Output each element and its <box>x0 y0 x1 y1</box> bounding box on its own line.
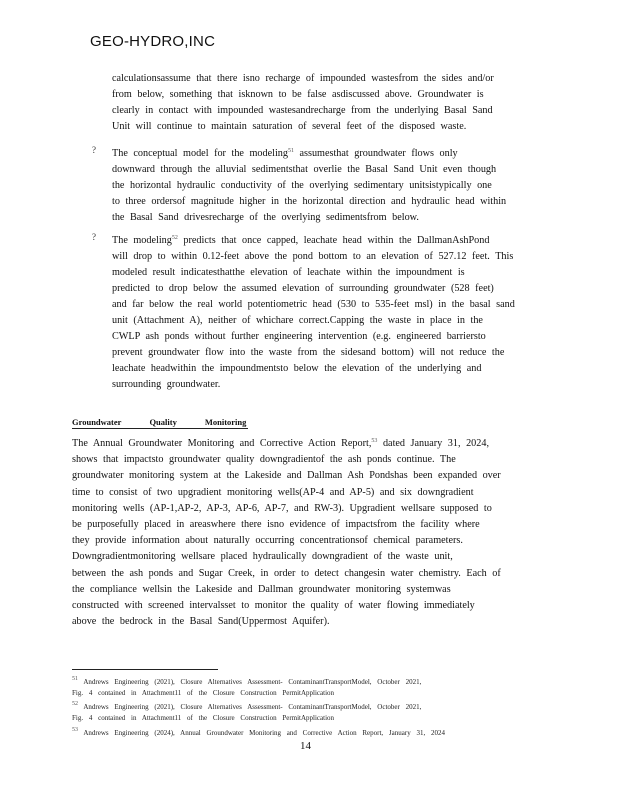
text-line: they provide information about naturally occurring concentrationsof chemical parameters. <box>72 535 463 547</box>
text-line: above the bedrock in the Basal Sand(Uppermost Aquifer). <box>72 616 330 628</box>
text-line: from below, something that isknown to be false asdiscussed above. Groundwater is <box>112 89 484 100</box>
line-text: Andrews Engineering (2021), Closure Alternatives Assessment- ContaminantTransportModel, October 2021, <box>83 703 422 711</box>
footnote-51 <box>72 674 532 699</box>
text-line: constructed with screened intervalsset to monitor the quality of water flowing immediately <box>72 600 475 612</box>
bullet-marker: ? <box>92 145 96 155</box>
text-line: between the ash ponds and Sugar Creek, in order to detect changesin water chemistry. Each of <box>72 567 501 579</box>
text-line: Downgradientmonitoring wellsare placed hydraulically downgradient of the waste unit, <box>72 551 453 563</box>
text-line: be purposefully placed in areaswhere there isno evidence of impactsfrom the facility where <box>72 519 480 531</box>
footnote-53 <box>72 725 532 739</box>
monitoring-paragraph <box>72 433 538 630</box>
text-line: unit (Attachment A), neither of whichare correct.Capping the waste in place in the <box>112 315 483 326</box>
footnote-ref: 52 <box>171 235 178 241</box>
line-text: Andrews Engineering (2024), Annual Groundwater Monitoring and Corrective Action Report, January 31, 2024 <box>83 729 445 737</box>
text-line <box>72 433 538 452</box>
text-line: clearly in contact with impounded wastesandrecharge from the underlying Basal Sand <box>112 105 493 116</box>
text-line: to three ordersof magnitude higher in the horizontal direction and hydraulic head within <box>112 196 507 207</box>
footnote-52 <box>72 699 532 724</box>
footnote-ref: 53 <box>371 438 378 444</box>
heading-word: Monitoring <box>204 417 247 427</box>
text-line: CWLP ash ponds without further engineering intervention (e.g. engineered barriersto <box>112 331 486 342</box>
text-line <box>112 143 530 162</box>
text-line: calculationsassume that there isno recharge of impounded wastesfrom the sides and/or <box>112 73 494 84</box>
text-line: the horizontal hydraulic conductivity of the overlying sedimentary unitsistypically one <box>112 180 492 191</box>
section-heading-groundwater-quality-monitoring <box>72 417 248 429</box>
footnote-number: 52 <box>72 701 78 707</box>
text-line <box>112 230 530 249</box>
bullet-conceptual-model <box>112 143 530 226</box>
text-line: predicted to drop below the assumed elevation of surrounding groundwater (528 feet) <box>112 283 494 294</box>
text-line <box>72 674 532 688</box>
company-header: GEO-HYDRO,INC <box>90 33 216 50</box>
footnote-number: 51 <box>72 676 78 682</box>
line-text: The conceptual model for the modeling <box>112 148 288 159</box>
text-line: monitoring wells (AP-1,AP-2, AP-3, AP-6, AP-7, and RW-3). Upgradient wellsare supposed to <box>72 502 492 514</box>
text-line: shows that impactsto groundwater quality downgradientof the ash ponds continue. The <box>72 454 456 466</box>
line-text: The modeling <box>112 235 172 246</box>
page-number: 14 <box>300 740 311 752</box>
text-line: Fig. 4 contained in Attachment11 of the Closure Construction PermitApplication <box>72 689 335 697</box>
text-line: modeled result indicatesthatthe elevation of leachate within the impoundment is <box>112 267 465 278</box>
text-line: downward through the alluvial sedimentsthat overlie the Basal Sand Unit even though <box>112 164 497 175</box>
text-line: leachate headwithin the impoundmentsto below the elevation of the underlying and <box>112 363 482 374</box>
text-line: time to consist of two upgradient monitoring wells(AP-4 and AP-5) and six downgradient <box>72 486 474 498</box>
line-text: Andrews Engineering (2021), Closure Alternatives Assessment- ContaminantTransportModel, October 2021, <box>83 678 422 686</box>
line-text: assumesthat groundwater flows only <box>293 148 458 159</box>
text-line <box>72 699 532 713</box>
text-line <box>72 725 532 739</box>
text-line: the Basal Sand drivesrecharge of the overlying sedimentsfrom below. <box>112 212 419 223</box>
text-line: the compliance wellsin the Lakeside and Dallman groundwater monitoring systemwas <box>72 583 451 595</box>
footnote-ref: 51 <box>287 148 294 154</box>
line-text: dated January 31, 2024, <box>377 438 489 449</box>
footnote-number: 53 <box>72 727 78 733</box>
bullet-marker: ? <box>92 232 96 242</box>
heading-word: Quality <box>149 417 177 427</box>
line-text: predicts that once capped, leachate head within the DallmanAshPond <box>177 235 490 246</box>
text-line: prevent groundwater flow into the waste from the sidesand bottom) will not reduce the <box>112 347 505 358</box>
footnote-divider <box>72 669 218 670</box>
text-line: surrounding groundwater. <box>112 379 221 390</box>
text-line: Unit will continue to maintain saturation of several feet of the disposed waste. <box>112 121 467 132</box>
heading-word: Groundwater <box>72 417 122 427</box>
text-line: will drop to within 0.12-feet above the pond bottom to an elevation of 527.12 feet. This <box>112 251 514 262</box>
text-line: and far below the real world potentiometric head (530 to 535-feet msl) in the basal sand <box>112 299 515 310</box>
intro-paragraph <box>112 71 530 135</box>
text-line: groundwater monitoring system at the Lakeside and Dallman Ash Pondshas been expanded over <box>72 470 501 482</box>
text-line: Fig. 4 contained in Attachment11 of the Closure Construction PermitApplication <box>72 714 335 722</box>
line-text: The Annual Groundwater Monitoring and Corrective Action Report, <box>72 438 372 449</box>
bullet-modeling-predicts <box>112 230 530 393</box>
